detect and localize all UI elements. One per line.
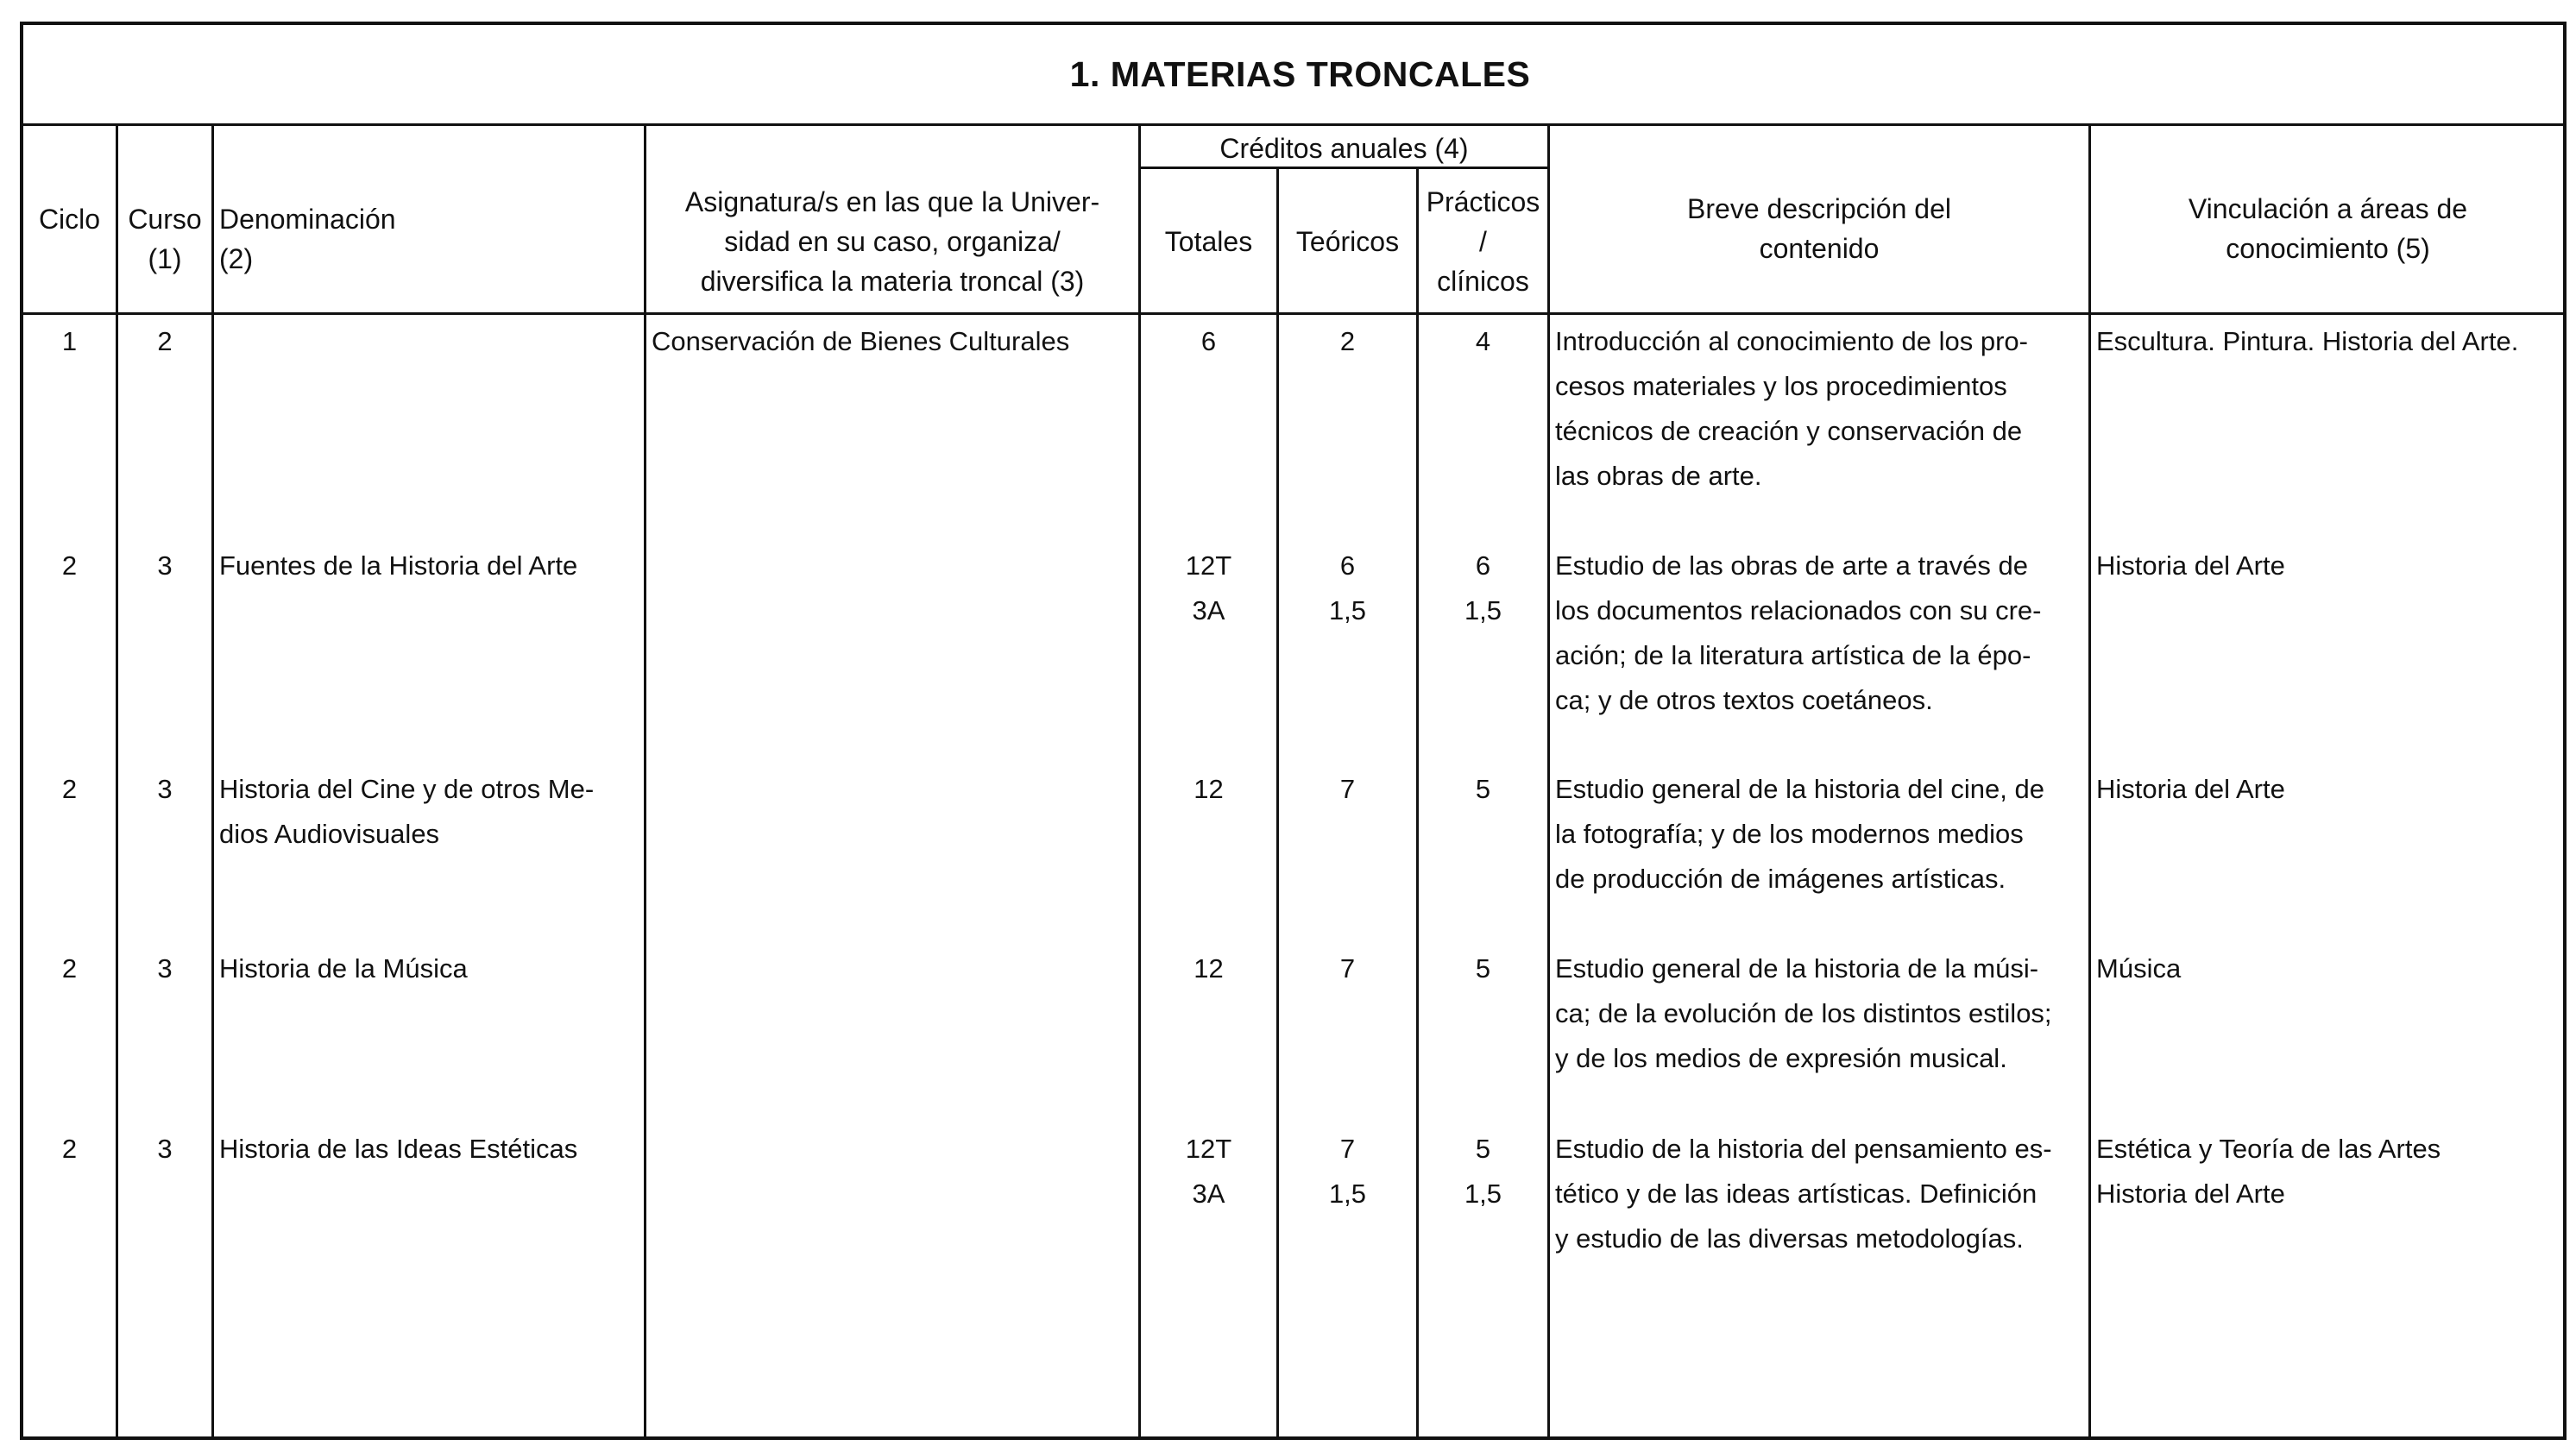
cell-descripcion xyxy=(1555,767,2088,902)
cell-totales xyxy=(1141,544,1276,633)
cell-totales xyxy=(1141,319,1276,364)
cell-curso-line: 3 xyxy=(157,953,173,984)
cell-vinculacion xyxy=(2096,319,2565,364)
header-curso-line: (1) xyxy=(148,243,182,274)
header-totales-line: Totales xyxy=(1164,226,1253,257)
cell-ciclo xyxy=(23,1127,116,1172)
cell-practicos-line: 5 xyxy=(1475,1134,1491,1164)
header-descripcion-line: contenido xyxy=(1759,233,1880,264)
cell-vinculacion-line: Historia del Arte xyxy=(2096,774,2285,804)
cell-descripcion-line: Estudio general de la historia de la músi- xyxy=(1555,953,2039,984)
cell-vinculacion-line: Historia del Arte xyxy=(2096,1179,2285,1209)
cell-denominacion-line: Historia de las Ideas Estéticas xyxy=(219,1134,578,1164)
cell-practicos-line: 5 xyxy=(1475,953,1491,984)
cell-descripcion-line: y estudio de las diversas metodologías. xyxy=(1555,1223,2024,1254)
cell-denominacion xyxy=(219,544,644,588)
header-denominacion-line: (2) xyxy=(219,243,254,274)
cell-denominacion-line: Fuentes de la Historia del Arte xyxy=(219,550,578,581)
cell-descripcion-line: tético y de las ideas artísticas. Definición xyxy=(1555,1179,2037,1209)
cell-totales-line: 12 xyxy=(1194,774,1224,804)
cell-descripcion-line: las obras de arte. xyxy=(1555,461,1762,491)
cell-curso-line: 3 xyxy=(157,774,173,804)
cell-curso xyxy=(118,946,211,991)
cell-descripcion-line: la fotografía; y de los modernos medios xyxy=(1555,819,2024,849)
header-asignatura-line: diversifica la materia troncal (3) xyxy=(700,266,1085,297)
cell-descripcion-line: Introducción al conocimiento de los pro- xyxy=(1555,326,2028,356)
cell-denominacion xyxy=(219,1127,644,1172)
cell-asignatura-line: Conservación de Bienes Culturales xyxy=(652,326,1070,356)
header-teoricos xyxy=(1279,222,1416,261)
cell-ciclo xyxy=(23,319,116,364)
materias-troncales-table xyxy=(20,22,2567,1440)
cell-ciclo-line: 1 xyxy=(61,326,78,356)
cell-vinculacion-line: Estética y Teoría de las Artes xyxy=(2096,1134,2441,1164)
cell-descripcion-line: y de los medios de expresión musical. xyxy=(1555,1043,2007,1073)
cell-totales-line: 3A xyxy=(1192,595,1225,625)
cell-descripcion xyxy=(1555,946,2088,1081)
header-bottom-rule xyxy=(23,312,2563,315)
column-divider-curso xyxy=(211,123,214,1436)
cell-practicos xyxy=(1419,946,1547,991)
cell-ciclo xyxy=(23,767,116,812)
header-asignatura xyxy=(646,182,1138,301)
header-practicos-line: Prácticos xyxy=(1426,186,1540,217)
header-ciclo-line: Ciclo xyxy=(38,204,101,235)
cell-practicos-line: 4 xyxy=(1475,326,1491,356)
cell-ciclo-line: 2 xyxy=(61,1134,78,1164)
header-practicos-line: / xyxy=(1479,226,1487,257)
header-practicos-line: clínicos xyxy=(1437,266,1529,297)
cell-denominacion-line: Historia de la Música xyxy=(219,953,468,984)
cell-curso xyxy=(118,767,211,812)
cell-ciclo-line: 2 xyxy=(61,953,78,984)
header-creditos-line: Créditos anuales (4) xyxy=(1219,133,1469,164)
cell-totales xyxy=(1141,946,1276,991)
header-ciclo xyxy=(23,199,116,239)
cell-practicos-line: 1,5 xyxy=(1464,1179,1502,1209)
header-creditos xyxy=(1141,129,1547,168)
cell-teoricos xyxy=(1279,946,1416,991)
cell-curso xyxy=(118,1127,211,1172)
cell-totales-line: 3A xyxy=(1192,1179,1225,1209)
cell-ciclo-line: 2 xyxy=(61,550,78,581)
cell-descripcion-line: Estudio de las obras de arte a través de xyxy=(1555,550,2028,581)
cell-descripcion-line: de producción de imágenes artísticas. xyxy=(1555,864,2006,894)
cell-practicos-line: 5 xyxy=(1475,774,1491,804)
cell-denominacion xyxy=(219,946,644,991)
cell-teoricos xyxy=(1279,544,1416,633)
column-divider-descripcion xyxy=(2088,123,2091,1436)
cell-practicos xyxy=(1419,767,1547,812)
cell-teoricos-line: 7 xyxy=(1339,1134,1356,1164)
cell-denominacion-line: Historia del Cine y de otros Me- xyxy=(219,774,595,804)
cell-descripcion xyxy=(1555,544,2088,723)
cell-vinculacion xyxy=(2096,544,2565,588)
header-totales xyxy=(1141,222,1276,261)
cell-teoricos-line: 7 xyxy=(1339,953,1356,984)
cell-teoricos-line: 2 xyxy=(1339,326,1356,356)
cell-descripcion-line: Estudio general de la historia del cine, de xyxy=(1555,774,2044,804)
header-descripcion xyxy=(1550,189,2088,268)
cell-descripcion-line: ación; de la literatura artística de la épo- xyxy=(1555,640,2031,670)
cell-practicos xyxy=(1419,319,1547,364)
header-denominacion xyxy=(219,199,644,279)
cell-totales xyxy=(1141,1127,1276,1216)
header-asignatura-line: Asignatura/s en las que la Univer- xyxy=(684,186,1100,217)
cell-ciclo-line: 2 xyxy=(61,774,78,804)
cell-teoricos xyxy=(1279,1127,1416,1216)
cell-curso-line: 2 xyxy=(157,326,173,356)
cell-teoricos xyxy=(1279,767,1416,812)
cell-totales-line: 6 xyxy=(1200,326,1217,356)
cell-descripcion xyxy=(1555,319,2088,499)
cell-denominacion xyxy=(219,767,644,857)
cell-asignatura xyxy=(652,319,1138,364)
cell-totales xyxy=(1141,767,1276,812)
header-vinculacion-line: conocimiento (5) xyxy=(2226,233,2430,264)
cell-practicos-line: 6 xyxy=(1475,550,1491,581)
cell-curso-line: 3 xyxy=(157,1134,173,1164)
cell-vinculacion xyxy=(2096,1127,2565,1216)
cell-vinculacion xyxy=(2096,767,2565,812)
cell-vinculacion xyxy=(2096,946,2565,991)
header-descripcion-line: Breve descripción del xyxy=(1687,193,1951,224)
cell-denominacion-line: dios Audiovisuales xyxy=(219,819,440,849)
cell-teoricos-line: 6 xyxy=(1339,550,1356,581)
cell-totales-line: 12T xyxy=(1185,550,1232,581)
header-practicos xyxy=(1419,182,1547,301)
cell-totales-line: 12T xyxy=(1185,1134,1232,1164)
cell-descripcion xyxy=(1555,1127,2088,1261)
cell-practicos xyxy=(1419,544,1547,633)
header-curso-line: Curso xyxy=(128,204,202,235)
cell-vinculacion-line: Historia del Arte xyxy=(2096,550,2285,581)
header-curso xyxy=(118,199,211,279)
cell-descripcion-line: ca; de la evolución de los distintos estilos; xyxy=(1555,998,2052,1028)
title-row xyxy=(23,25,2563,126)
cell-practicos xyxy=(1419,1127,1547,1216)
cell-teoricos-line: 1,5 xyxy=(1328,595,1367,625)
cell-curso-line: 3 xyxy=(157,550,173,581)
header-teoricos-line: Teóricos xyxy=(1295,226,1400,257)
page-title: 1. MATERIAS TRONCALES xyxy=(1069,53,1531,94)
cell-teoricos-line: 1,5 xyxy=(1328,1179,1367,1209)
header-vinculacion xyxy=(2091,189,2565,268)
cell-descripcion-line: ca; y de otros textos coetáneos. xyxy=(1555,685,1933,715)
header-asignatura-line: sidad en su caso, organiza/ xyxy=(724,226,1061,257)
cell-descripcion-line: cesos materiales y los procedimientos xyxy=(1555,371,2007,401)
header-vinculacion-line: Vinculación a áreas de xyxy=(2188,193,2468,224)
cell-descripcion-line: técnicos de creación y conservación de xyxy=(1555,416,2023,446)
cell-vinculacion-line: Escultura. Pintura. Historia del Arte. xyxy=(2096,326,2519,356)
column-divider-denominacion xyxy=(644,123,646,1436)
cell-teoricos xyxy=(1279,319,1416,364)
cell-ciclo xyxy=(23,544,116,588)
cell-descripcion-line: Estudio de la historia del pensamiento es- xyxy=(1555,1134,2052,1164)
cell-descripcion-line: los documentos relacionados con su cre- xyxy=(1555,595,2042,625)
cell-curso xyxy=(118,544,211,588)
cell-curso xyxy=(118,319,211,364)
header-denominacion-line: Denominación xyxy=(219,204,396,235)
cell-practicos-line: 1,5 xyxy=(1464,595,1502,625)
cell-vinculacion-line: Música xyxy=(2096,953,2182,984)
column-divider-practicos xyxy=(1547,123,1550,1436)
cell-teoricos-line: 7 xyxy=(1339,774,1356,804)
cell-totales-line: 12 xyxy=(1194,953,1224,984)
cell-ciclo xyxy=(23,946,116,991)
